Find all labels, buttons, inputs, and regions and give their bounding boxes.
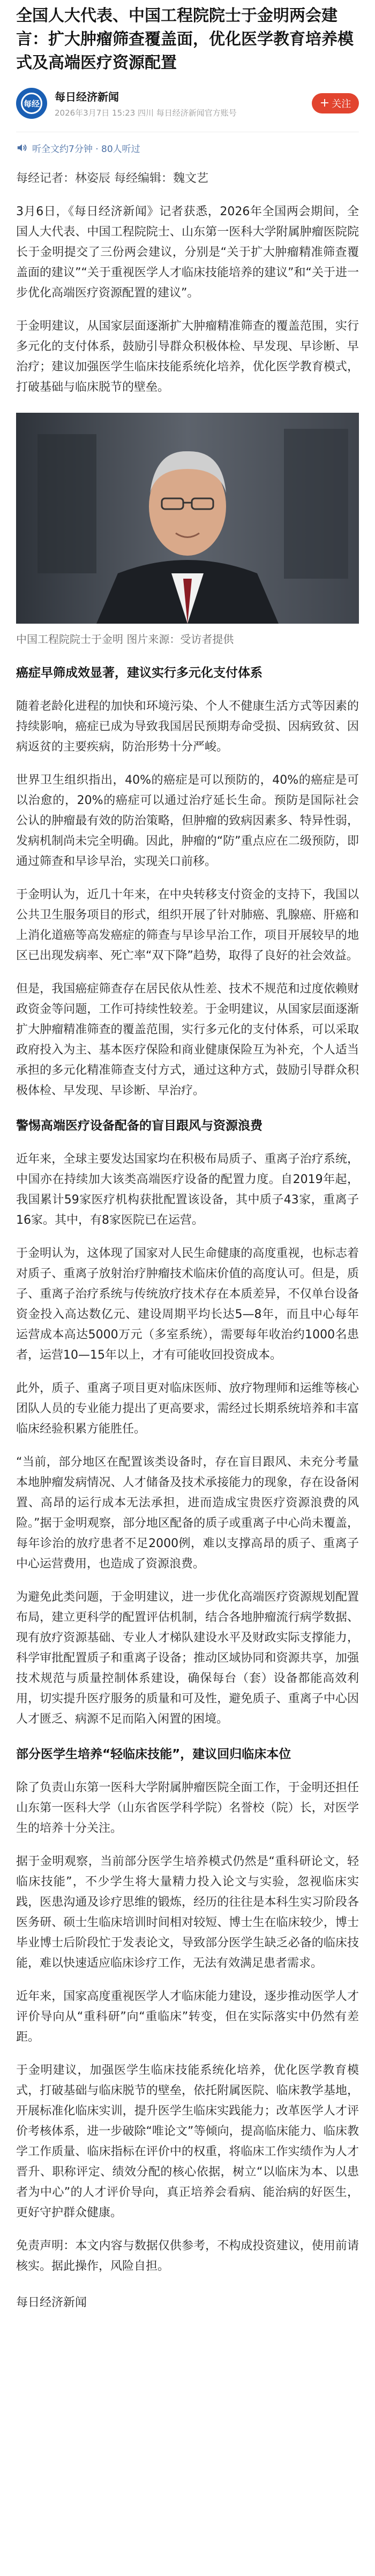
portrait-illustration [16,413,359,624]
article-body [16,202,359,2277]
body-paragraph: 于金明认为，这体现了国家对人民生命健康的高度重视，也标志着对质子、重离子放射治疗肿瘤技术临床价值的高度认可。但是，质子、重离子治疗系统与传统放疗技术存在本质差异，不仅单台设备资金投入高达数亿元、建设周期平均长达5—8年，而且中心每年运营成本高达5000万元（多室系统），需要每年收治约1000名患者，运营10—15年以上，才有可能收回投资成本。 [16,1247,359,1362]
body-paragraph: 世界卫生组织指出，40%的癌症是可以预防的，40%的癌症是可以治愈的，20%的癌症可以通过治疗延长生命。预防是国际社会公认的肿瘤最有效的防治策略，但肿瘤的致病因素多、特异性弱，发病机制尚未完全明确。因此，肿瘤的“防”重点应在二级预防，即通过筛查和早诊早治，实现关口前移。 [16,774,359,868]
author-bar [16,85,359,122]
body-paragraph: 除了负责山东第一医科大学附属肿瘤医院全面工作，于金明还担任山东第一医科大学（山东省医学科学院）名誉校（院）长，对医学生的培养十分关注。 [16,1781,359,1835]
follow-button[interactable] [312,93,359,113]
body-paragraph: 此外，质子、重离子项目更对临床医师、放疗物理师和运维等核心团队人员的专业能力提出了更高要求，需经过长期系统培养和丰富临床经验积累方能胜任。 [16,1382,359,1436]
speaker-icon [16,142,28,154]
avatar-logo: 每经 [21,93,42,114]
body-paragraph: 于金明建议，从国家层面逐渐扩大肿瘤精准筛查的覆盖范围，实行多元化的支付体系，鼓励引导群众积极体检、早发现、早诊断、早治疗；建议加强医学生临床技能系统化培养，优化医学教育模式，打破基础与临床脱节的壁垒。 [16,320,359,394]
author-meta: 2026年3月7日 15:23 四川 每日经济新闻官方账号 [55,108,237,118]
section-heading: 部分医学生培养“轻临床技能”，建议回归临床本位 [16,1747,291,1761]
section-heading: 警惕高端医疗设备配备的盲目跟风与资源浪费 [16,1119,262,1133]
section-heading: 癌症早筛成效显著，建议实行多元化支付体系 [16,666,262,680]
follow-label: 关注 [332,99,351,110]
listen-label: 听全文约7分钟 · 80人听过 [32,143,140,155]
article-photo[interactable] [16,413,359,624]
body-paragraph: 随着老龄化进程的加快和环境污染、个人不健康生活方式等因素的持续影响，癌症已成为导致我国居民预期寿命受损、因病致贫、因病返贫的主要疾病，防治形势十分严峻。 [16,700,359,754]
article-title: 全国人大代表、中国工程院院士于金明两会建言：扩大肿瘤筛查覆盖面，优化医学教育培养模式及高端医疗资源配置 [16,6,354,72]
body-paragraph: 但是，我国癌症筛查存在居民依从性差、技术不规范和过度依赖财政资金等问题，工作可持续性较差。于金明建议，从国家层面逐渐扩大肿瘤精准筛查的覆盖范围，实行多元化的支付体系，可以采取政府投入为主、基本医疗保险和商业健康保险互为补充，个人适当承担的多元化精准筛查支付方式，通过这种方式，鼓励引导群众积极体检、早发现、早诊断、早治疗。 [16,982,359,1097]
body-paragraph: 免责声明：本文内容与数据仅供参考，不构成投资建议，使用前请核实。据此操作，风险自担。 [16,2239,359,2273]
body-paragraph: 于金明认为，近几十年来，在中央转移支付资金的支持下，我国以公共卫生服务项目的形式，组织开展了针对肺癌、乳腺癌、肝癌和上消化道癌等高发癌症的筛查与早诊早治工作，项目开展较早的地区已出现发病率、死亡率“双下降”趋势，取得了良好的社会效益。 [16,888,359,963]
photo-caption: 中国工程院院士于金明 图片来源：受访者提供 [16,633,234,646]
body-paragraph: 据于金明观察，当前部分医学生培养模式仍然是“重科研论文，轻临床技能”，不少学生将大量精力投入论文与实验，忽视临床实践，医患沟通及诊疗思维的锻炼，经历的往往是本科生实习阶段各医务研、硕士生临床培训时间相对较短、博士生在临床较少，博士毕业博士后阶段忙于发表论文，导致部分医学生缺乏必备的临床技能，难以快速适应临床诊疗工作，无法有效满足患者需求。 [16,1855,359,1970]
listen-button[interactable] [16,140,359,156]
body-paragraph: “当前，部分地区在配置该类设备时，存在盲目跟风、未充分考量本地肿瘤发病情况、人才储备及技术承接能力的现象，存在设备闲置、高昂的运行成本无法承担，进而造成宝贵医疗资源浪费的风险。”据于金明观察，部分地区配备的质子或重离子中心尚未覆盖，每年诊治的放疗患者不足2000例，难以支撑高昂的质子、重离子中心运营费用，也造成了资源浪费。 [16,1456,359,1571]
author-name[interactable]: 每日经济新闻 [55,90,119,103]
body-paragraph: 3月6日，《每日经济新闻》记者获悉，2026年全国两会期间，全国人大代表、中国工程院院士、山东第一医科大学附属肿瘤医院院长于金明提交了三份两会建议，分别是“关于扩大肿瘤精准筛查覆盖面的建议”“关于重视医学人才临床技能培养的建议”和“关于进一步优化高端医疗资源配置的建议”。 [16,205,359,300]
plus-icon: + [319,96,330,110]
author-info [55,88,312,118]
body-paragraph: 近年来，国家高度重视医学人才临床能力建设，逐步推动医学人才评价导向从“重科研”向“重临床”转变，但在实际落实中仍然有差距。 [16,1990,359,2044]
avatar[interactable] [16,88,47,119]
body-paragraph: 为避免此类问题，于金明建议，进一步优化高端医疗资源规划配置布局，建立更科学的配置评估机制，结合各地肿瘤流行病学数据、现有放疗资源基础、专业人才梯队建设水平及财政实际支撑能力，科学审批配置质子和重离子设备；推动区域协同和资源共享，加强技术规范与质量控制体系建设，确保每台（套）设备都能高效利用，切实提升医疗服务的质量和可及性，避免质子、重离子中心因人才匮乏、病源不足而陷入闲置的困境。 [16,1590,359,1726]
body-paragraph: 近年来，全球主要发达国家均在积极布局质子、重离子治疗系统，中国亦在持续加大该类高端医疗设备的配置力度。自2019年起，我国累计59家医疗机构获批配置该设备，其中质子43家，重离子16家。其中，有8家医院已在运营。 [16,1153,359,1227]
body-paragraph: 于金明建议，加强医学生临床技能系统化培养，优化医学教育模式，打破基础与临床脱节的壁垒，依托附属医院、临床教学基地，开展标准化临床实训，提升医学生临床实践能力；改革医学人才评价考核体系，进一步破除“唯论文”等倾向，提高临床能力、临床教学工作质量、临床指标在评价中的权重，将临床工作实绩作为人才晋升、职称评定、绩效分配的核心依据，树立“以临床为本、以患者为中心”的人才评价导向，真正培养会看病、能治病的好医生，更好守护群众健康。 [16,2064,359,2219]
footer-source: 每日经济新闻 [16,2296,87,2309]
byline: 每经记者：林姿辰 每经编辑：魏文艺 [16,172,208,185]
